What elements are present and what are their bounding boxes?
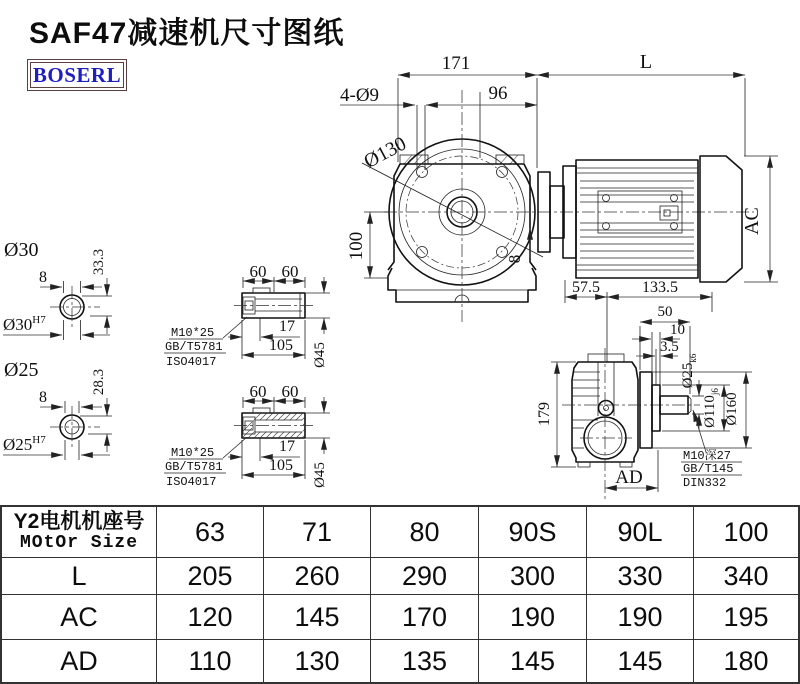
header-cn: Y2电机机座号 [13, 509, 145, 533]
dim-17: 17 [279, 438, 295, 455]
table-cell: 260 [264, 558, 371, 595]
table-cell: 340 [694, 558, 798, 595]
table-cell: 330 [587, 558, 694, 595]
output-shaft-diameter: $Ø25_{k6}$ [680, 353, 698, 389]
dim-96: 96 [488, 83, 508, 104]
dim-AC: AC [741, 207, 763, 235]
dim-3-5: 3.5 [660, 339, 679, 355]
table-header-motor-size [2, 507, 157, 558]
table-cell: 190 [479, 595, 587, 640]
table-cell: 190 [587, 595, 694, 640]
col-header: 90L [587, 507, 694, 558]
page-title: SAF47减速机尺寸图纸 [29, 17, 345, 50]
dim-AD: AD [615, 467, 643, 488]
dim-133-5: 133.5 [642, 279, 678, 296]
dim-60-right: 60 [281, 262, 299, 281]
shaft30-keyway-height: 33.3 [91, 248, 107, 276]
shaft30-label: Ø30 [4, 239, 39, 261]
table-cell: 145 [264, 595, 371, 640]
hollow-shaft-30 [3, 239, 112, 340]
shaft-detail-top [164, 262, 330, 369]
dim-105: 105 [269, 337, 293, 354]
dim-17: 17 [279, 318, 295, 335]
header-en: MOtOr Size [19, 533, 139, 554]
dim-105: 105 [269, 457, 293, 474]
shaft25-keyway-height: 28.3 [91, 368, 107, 396]
motor [563, 156, 742, 282]
screw-spec: M10*25 [171, 446, 215, 460]
row-label-AD: AD [2, 640, 157, 682]
shaft-diameter: Ø45 [312, 462, 328, 488]
screw-spec: M10*25 [171, 326, 215, 340]
brand-logo-text: BOSERL [32, 62, 122, 87]
col-header: 71 [264, 507, 371, 558]
row-label-AC: AC [2, 595, 157, 640]
dim-L: L [639, 51, 653, 73]
hollow-shaft-25 [3, 359, 112, 460]
shaft-diameter: Ø45 [312, 342, 328, 368]
holes-label: 4-Ø9 [340, 85, 380, 106]
side-view [536, 304, 752, 500]
standard-2: ISO4017 [166, 355, 217, 369]
standard-1: GB/T5781 [165, 460, 223, 474]
table-cell: 195 [694, 595, 798, 640]
standard-1: GB/T5781 [165, 340, 223, 354]
shaft-detail-bottom [164, 382, 330, 489]
shaft25-bore-label: $Ø25^{H7}$ [3, 434, 46, 454]
table-cell: 145 [587, 640, 694, 682]
table-cell: 205 [157, 558, 264, 595]
dim-60-left: 60 [249, 262, 267, 281]
col-header: 90S [479, 507, 587, 558]
dim-50: 50 [657, 304, 673, 320]
table-cell: 145 [479, 640, 587, 682]
flange-thickness: 8 [505, 254, 524, 264]
table-cell: 170 [371, 595, 479, 640]
shaft30-bore-label: $Ø30^{H7}$ [3, 314, 46, 334]
standard-1: GB/T145 [683, 462, 734, 476]
table-cell: 180 [723, 645, 769, 676]
row-label-L: L [2, 558, 157, 595]
standard-2: ISO4017 [166, 475, 217, 489]
table-cell: 290 [371, 558, 479, 595]
front-view [340, 51, 778, 362]
table-cell: 120 [157, 595, 264, 640]
tap-hole-spec: M10深27 [683, 449, 732, 463]
table-cell: 135 [371, 640, 479, 682]
col-header: 80 [371, 507, 479, 558]
table-cell: 110 [157, 640, 264, 682]
standard-2: DIN332 [683, 476, 727, 490]
dim-10: 10 [670, 322, 685, 338]
dim-100: 100 [346, 231, 367, 261]
dim-60-right: 60 [281, 382, 299, 401]
bolt-circle-label: Ø130 [360, 132, 410, 173]
dim-57-5: 57.5 [572, 279, 600, 296]
spigot-diameter: $Ø110_{j6}$ [702, 388, 720, 428]
flange-diameter: Ø160 [724, 392, 740, 426]
dim-171: 171 [441, 53, 471, 74]
dim-179: 179 [536, 402, 553, 426]
dim-60-left: 60 [249, 382, 267, 401]
col-header: 63 [157, 507, 264, 558]
col-header: 100 [694, 507, 798, 558]
table-cell: 130 [264, 640, 371, 682]
shaft25-keyway-width: 8 [39, 389, 47, 406]
shaft30-keyway-width: 8 [39, 269, 47, 286]
dimension-table [0, 505, 800, 684]
table-cell: 300 [479, 558, 587, 595]
shaft25-label: Ø25 [4, 359, 39, 381]
